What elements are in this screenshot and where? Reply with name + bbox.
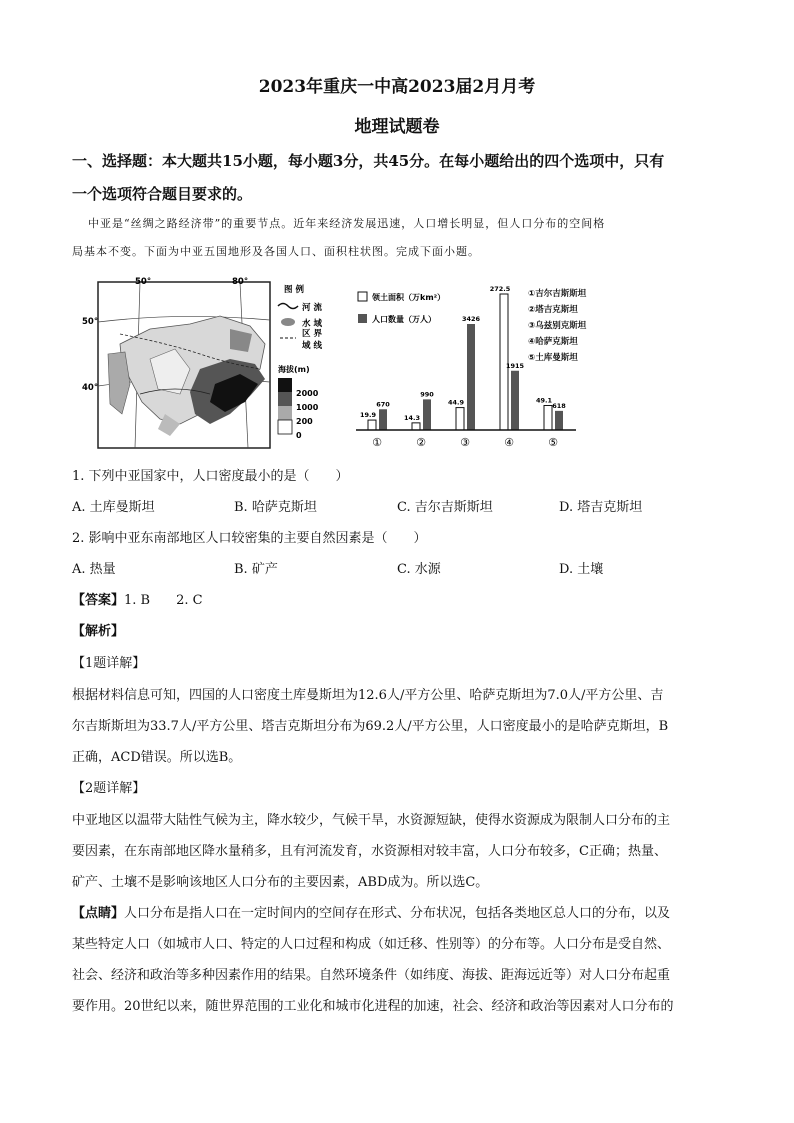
country-1: ①吉尔吉斯斯坦: [528, 289, 587, 299]
bar-area-1: [368, 420, 376, 430]
lon-label-50: 50°: [135, 277, 152, 287]
detail-1-tag: 【1题详解】: [72, 656, 146, 671]
label-area-4: 272.5: [489, 285, 511, 293]
country-5: ⑤土库曼斯坦: [528, 353, 578, 363]
terrain-map: [80, 274, 352, 452]
label-pop-2: 990: [420, 390, 434, 399]
detail-2-line1: 中亚地区以温带大陆性气候为主，降水较少，气候干旱，水资源短缺，使得水资源成为限制人口分布的主: [72, 813, 671, 828]
detail-2-line2: 要因素，在东南部地区降水量稍多，且有河流发育，水资源相对较丰富，人口分布较多，C正确；热量、: [72, 844, 667, 859]
country-4: ④哈萨克斯坦: [528, 337, 578, 347]
legend-water: 水 域: [302, 319, 322, 329]
answer-line: [72, 589, 203, 608]
lon-label-80: 80°: [232, 277, 249, 287]
bar-area-5: [544, 405, 552, 430]
label-area-1: 19.9: [359, 411, 377, 420]
question-2-stem: 2. 影响中亚东南部地区人口较密集的主要自然因素是（ ）: [72, 531, 427, 546]
comment-line4: 要作用。20世纪以来，随世界范围的工业化和城市化进程的加速，社会、经济和政治等因素对人口分布的: [72, 999, 674, 1014]
detail-1-line2: 尔吉斯斯坦为33.7人/平方公里、塔吉克斯坦分布为69.2人/平方公里，人口密度最小的是哈萨克斯坦，B: [72, 719, 669, 734]
detail-2-tag: 【2题详解】: [72, 781, 146, 796]
country-legend: [528, 286, 586, 366]
legend-pop: 人口数量（万人）: [372, 315, 436, 324]
q1-option-d: D. 塔吉克斯坦: [559, 500, 643, 515]
legend-title: 图 例: [284, 285, 304, 295]
intro-line1: 中亚是“丝绸之路经济带”的重要节点。近年来经济发展迅速，人口增长明显，但人口分布的空间格: [88, 217, 606, 230]
legend-pop-swatch: [358, 314, 367, 323]
label-area-3: 44.9: [447, 398, 465, 407]
q2-option-c: C. 水源: [397, 562, 441, 577]
lat-label-40: 40°: [82, 383, 99, 393]
label-pop-1: 670: [376, 400, 390, 409]
page-title: 2023年重庆一中高2023届2月月考: [258, 77, 536, 97]
legend-area-swatch: [358, 292, 367, 301]
elev-swatch-3: [278, 406, 292, 420]
comment-line3: 社会、经济和政治等多种因素作用的结果。自然环境条件（如纬度、海拔、距海远近等）对人口分布起重: [72, 968, 671, 983]
comment-line2: 某些特定人口（如城市人口、特定的人口过程和构成（如迁移、性别等）的分布等。人口分布是受自然、: [72, 937, 671, 952]
bar-pop-2: [423, 399, 431, 430]
legend-area: 领土面积（万km²）: [372, 293, 446, 302]
q1-option-c: C. 吉尔吉斯斯坦: [397, 500, 493, 515]
bar-area-3: [456, 408, 464, 430]
analysis-tag: 【解析】: [72, 624, 125, 639]
category-label-3: ③: [460, 436, 470, 449]
elev-swatch-1: [278, 378, 292, 392]
legend-river: 河 流: [302, 303, 322, 313]
label-pop-5: 618: [552, 401, 566, 410]
section-heading-line2: 一个选项符合题目要求的。: [72, 185, 253, 203]
q2-option-a: A. 热量: [72, 562, 116, 577]
chart-legend: [358, 292, 445, 324]
page-subtitle: 地理试题卷: [354, 117, 440, 137]
legend-border-2: 域 线: [302, 341, 322, 351]
category-label-5: ⑤: [548, 436, 558, 449]
elev-2000: 2000: [296, 389, 319, 398]
country-2: ②塔吉克斯坦: [528, 305, 578, 315]
elev-200: 200: [296, 417, 313, 426]
q1-option-a: A. 土库曼斯坦: [72, 500, 155, 515]
q1-option-b: B. 哈萨克斯坦: [234, 500, 317, 515]
comment-tag: 【点睛】: [72, 906, 125, 921]
bar-pop-5: [555, 411, 563, 430]
detail-2-line3: 矿产、土壤不是影响该地区人口分布的主要因素，ABD成为。所以选C。: [72, 875, 489, 890]
label-pop-4: 1915: [505, 361, 525, 370]
category-label-1: ①: [372, 436, 382, 449]
category-label-2: ②: [416, 436, 426, 449]
elev-0: 0: [296, 431, 302, 440]
bar-area-2: [412, 423, 420, 430]
section-heading-line1: 一、选择题：本大题共15小题，每小题3分，共45分。在每小题给出的四个选项中，只有: [72, 152, 665, 170]
bar-pop-3: [467, 324, 475, 430]
legend-elevation: 海拔(m): [278, 365, 310, 374]
central-asia-map-figure: [80, 274, 352, 452]
q2-option-b: B. 矿产: [234, 562, 278, 577]
category-label-4: ④: [504, 436, 514, 449]
label-area-2: 14.3: [403, 413, 421, 422]
bar-pop-1: [379, 409, 387, 430]
river-icon: [278, 304, 298, 309]
country-3: ③乌兹别克斯坦: [528, 321, 587, 331]
comment-text-1: 人口分布是指人口在一定时间内的空间存在形式、分布状况，包括各类地区总人口的分布，以及: [124, 906, 671, 921]
intro-line2: 局基本不变。下面为中亚五国地形及各国人口、面积柱状图。完成下面小题。: [72, 245, 480, 258]
elev-1000: 1000: [296, 403, 319, 412]
detail-1-line3: 正确，ACD错误。所以选B。: [72, 750, 242, 765]
elev-swatch-4: [278, 420, 292, 434]
answer-tag: 【答案】: [72, 593, 125, 608]
detail-1-line1: 根据材料信息可知，四国的人口密度土库曼斯坦为12.6人/平方公里、哈萨克斯坦为7.0人/平方公里、吉: [72, 688, 664, 703]
bar-pop-4: [511, 371, 519, 430]
question-1-stem: 1. 下列中亚国家中，人口密度最小的是（ ）: [72, 469, 349, 484]
legend-border-1: 区 界: [302, 329, 322, 339]
q2-option-d: D. 土壤: [559, 562, 604, 577]
elev-swatch-2: [278, 392, 292, 406]
comment-line1: [72, 902, 670, 921]
lat-label-50: 50°: [82, 317, 99, 327]
answer-text: 1. B 2. C: [124, 593, 203, 608]
water-icon: [281, 318, 295, 326]
label-pop-3: 3426: [461, 315, 481, 323]
label-area-5: 49.1: [535, 396, 553, 405]
